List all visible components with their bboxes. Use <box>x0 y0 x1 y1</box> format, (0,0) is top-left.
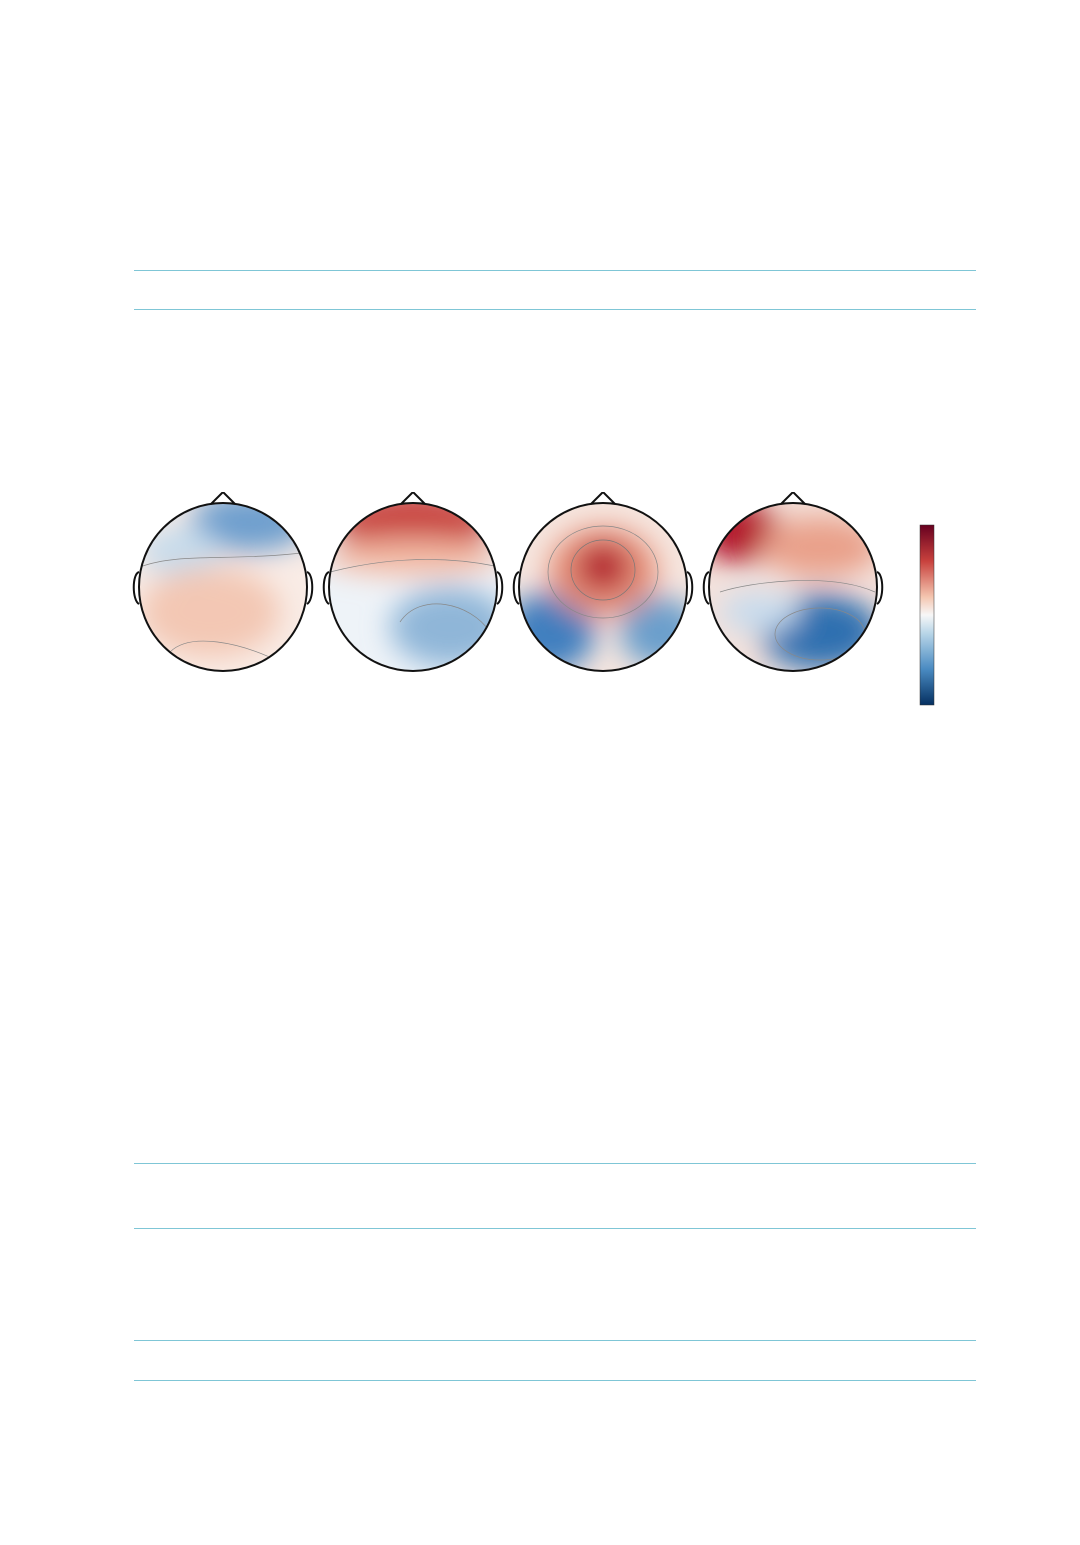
topomap-head-3 <box>505 492 700 677</box>
code-block-7-5-6 <box>134 270 976 310</box>
topomap-head-1 <box>134 492 315 677</box>
topomap-head-4 <box>700 492 885 677</box>
running-header <box>0 62 975 84</box>
code-block-7-5-7 <box>134 1340 976 1381</box>
colorbar <box>920 525 934 705</box>
figure-caption <box>0 725 1080 745</box>
topomap-head-2 <box>323 492 510 677</box>
code-block-plot-joint <box>134 1163 976 1229</box>
topomap-figure <box>130 492 990 718</box>
